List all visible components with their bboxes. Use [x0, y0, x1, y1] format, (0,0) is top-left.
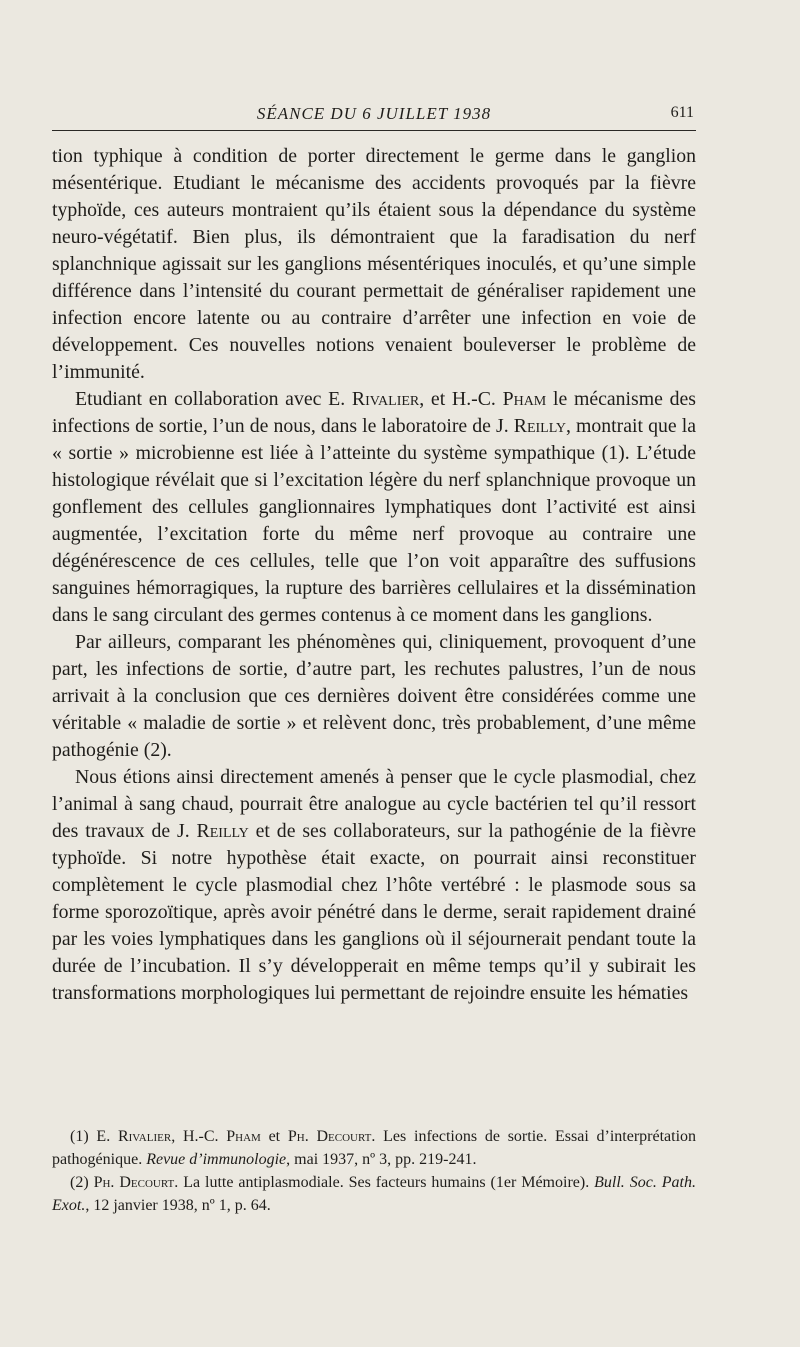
footnote-2-ref: , 12 janvier 1938, nº 1, p. 64.: [85, 1197, 271, 1214]
paragraph-2-text-b: , et H.-C.: [419, 388, 503, 410]
paragraph-4-text-a: Nous étions ainsi directement amenés à penser que le cycle plasmodial, chez l’animal à sang chaud, pourrait être analogue au cycle bactérien tel qu’il ressort des travaux de J.: [52, 766, 696, 842]
author-name-pham: Pham: [502, 388, 547, 410]
paragraph-4: [52, 764, 696, 1007]
footnotes: [52, 1125, 696, 1217]
paragraph-1: tion typhique à condition de porter directement le germe dans le ganglion mésentérique. Etudiant le mécanisme des accidents provoqués par la fièvre typhoïde, ces auteurs montraient qu’ils étaient sous la dépendance du système neuro-végétatif. Bien plus, ils démontraient que la faradisation du nerf splanchnique agissait sur les ganglions mésentériques inoculés, et qu’une simple différence dans l’intensité du courant permettait de généraliser rapidement une infection encore latente ou au contraire d’arrêter une infection en voie de développement. Ces nouvelles notions venaient bouleverser le problème de l’immunité.: [52, 145, 696, 383]
author-name-rivalier: Rivalier: [351, 388, 420, 410]
running-header: [52, 100, 696, 131]
paragraph-2-text-c: le mécanisme des infections de sortie, l’un de nous, dans le laboratoire de J.: [52, 388, 696, 437]
footnote-2-author: Ph. Decourt: [93, 1174, 175, 1191]
footnote-2-journal: Bull. Soc. Path. Exot.: [52, 1174, 696, 1214]
running-title: SÉANCE DU 6 JUILLET 1938: [256, 104, 492, 123]
author-name-reilly-2: Reilly: [196, 820, 249, 842]
footnote-2-title: . La lutte antiplasmodiale. Ses facteurs humains (1er Mémoire).: [174, 1174, 595, 1191]
page-number: 611: [670, 104, 694, 121]
paragraph-2-text-a: Etudiant en collaboration avec E.: [75, 388, 352, 410]
paragraph-3: Par ailleurs, comparant les phénomènes qui, cliniquement, provoquent d’une part, les infections de sortie, d’autre part, les rechutes palustres, l’un de nous arrivait à la conclusion que ces dernières doivent être considérées comme une véritable « maladie de sortie » et relèvent donc, très probablement, d’une même pathogénie (2).: [52, 631, 696, 761]
footnote-1-ref: , mai 1937, nº 3, pp. 219-241.: [286, 1151, 477, 1168]
paragraph-2-text-d: , montrait que la « sortie » microbienne est liée à l’atteinte du système sympathique (1). L’étude histologique révélait que si l’excitation légère du nerf splanchnique provoque un gonflement des cellules ganglionnaires lymphatiques dont l’activité est ainsi augmentée, l’excitation forte du même nerf provoque au contraire une dégénérescence de ces cellules, telle que l’on voit apparaître des suffusions sanguines hémorragiques, la rupture des barrières cellulaires et la dissémination dans le sang circulant des germes contenus à ce moment dans les ganglions.: [52, 415, 697, 626]
footnote-1-and: et: [260, 1128, 288, 1145]
footnote-2: [52, 1171, 696, 1217]
footnote-2-mark: (2): [70, 1174, 94, 1191]
body-text: [52, 143, 696, 1007]
paragraph-2: [52, 386, 696, 629]
author-name-reilly: Reilly: [513, 415, 566, 437]
footnote-1-journal: Revue d’immunologie: [146, 1151, 287, 1168]
footnote-1-author3: Ph. Decourt: [287, 1128, 372, 1145]
footnote-1: [52, 1125, 696, 1171]
footnote-1-title: . Les infections de sortie. Essai d’interprétation pathogénique.: [52, 1128, 697, 1168]
paragraph-4-text-b: et de ses collaborateurs, sur la pathogénie de la fièvre typhoïde. Si notre hypothèse était exacte, on pourrait ainsi reconstituer complètement le cycle plasmodial chez l’hôte vertébré : le plasmode sous sa forme sporozoïtique, après avoir pénétré dans le derme, serait rapidement drainé par les voies lymphatiques dans les ganglions où il séjournerait pendant toute la durée de l’incubation. Il s’y développerait en même temps qu’il y subirait les transformations morphologiques lui permettant de rejoindre ensuite les hématies: [52, 820, 696, 1004]
footnote-1-mark: (1): [70, 1128, 97, 1145]
footnote-1-authors: E. Rivalier, H.-C. Pham: [96, 1128, 261, 1145]
